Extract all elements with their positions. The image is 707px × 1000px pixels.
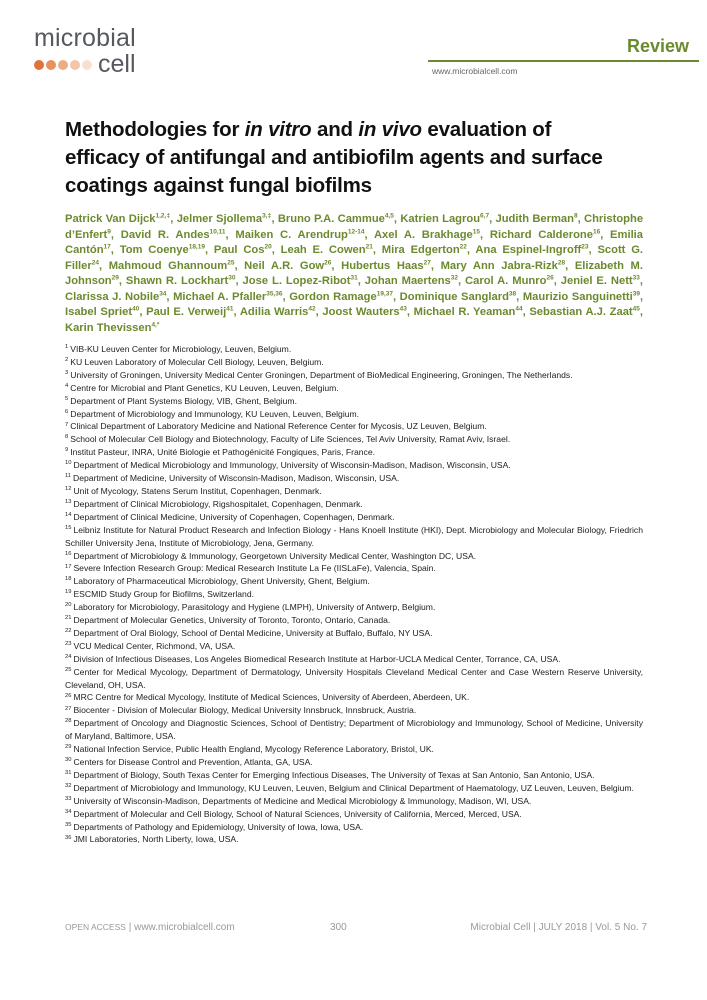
author-superscript: 23 [581, 243, 589, 251]
affiliation-item: $^{34}$ Department of Molecular and Cell Biology, School of Natural Sciences, University of California, Merced, Merced, USA. [65, 808, 522, 819]
affiliation-item: $^{25}$ Center for Medical Mycology, Department of Dermatology, University Hospitals Cleveland Medical Center and Case Western Reserve University, Cleveland, OH, USA. [65, 666, 643, 690]
affiliation-item: $^{23}$ VCU Medical Center, Richmond, VA, USA. [65, 640, 236, 651]
author-superscript: 16 [592, 227, 601, 235]
author-superscript: 10,11 [209, 227, 226, 235]
affiliation-item: $^{24}$ Division of Infectious Diseases, Los Angeles Biomedical Research Institute at Harbor-UCLA Medical Center, Torrance, CA, USA. [65, 653, 561, 664]
affiliation-list [65, 343, 643, 846]
affiliation-item: $^{16}$ Department of Microbiology & Immunology, Georgetown University Medical Center, Washington DC, USA. [65, 550, 477, 561]
affiliation-item: $^{12}$ Unit of Mycology, Statens Serum Institut, Copenhagen, Denmark. [65, 485, 322, 496]
affiliation-item: $^{21}$ Department of Molecular Genetics, University of Toronto, Toronto, Ontario, Canada. [65, 615, 391, 626]
author-name: Paul E. Verweij$^{41}$ [146, 305, 234, 318]
author-name: Dominique Sanglard$^{38}$ [399, 289, 517, 303]
logo-wordmark-top: microbial [34, 24, 136, 52]
author-superscript: 17 [103, 243, 111, 251]
author-name: Katrien Lagrou$^{6,7}$ [400, 212, 490, 225]
affiliation-item: $^{22}$ Department of Oral Biology, School of Dental Medicine, University at Buffalo, Buffalo, NY USA. [65, 627, 433, 638]
author-superscript: 25 [227, 258, 235, 266]
author-superscript: 41 [226, 305, 234, 313]
author-name: Elizabeth M. Johnson$^{29}$ [65, 259, 643, 287]
author-superscript: 15 [472, 227, 481, 235]
affiliation-item: $^{18}$ Laboratory of Pharmaceutical Microbiology, Ghent University, Ghent, Belgium. [65, 576, 370, 587]
author-name: Joost Wauters$^{43}$ [322, 305, 407, 318]
author-name: Scott G. Filler$^{24}$ [65, 244, 644, 272]
affiliation-item: $^2$ KU Leuven Laboratory of Molecular Cell Biology, Leuven, Belgium. [65, 356, 324, 367]
logo-dot [34, 60, 44, 70]
author-superscript: 1,2,‡ [155, 212, 171, 220]
affiliation-item: $^5$ Department of Plant Systems Biology, VIB, Ghent, Belgium. [65, 395, 297, 406]
author-name: Judith Berman$^8$ [495, 212, 578, 225]
author-superscript: 12-14 [347, 227, 365, 235]
author-superscript: 21 [365, 243, 373, 251]
affiliation-item: $^{35}$ Departments of Pathology and Epidemiology, University of Iowa, Iowa, USA. [65, 821, 364, 832]
author-superscript: 44 [515, 305, 523, 313]
author-name: Gordon Ramage$^{19,37}$ [289, 289, 393, 303]
author-name: Mira Edgerton$^{22}$ [381, 243, 467, 256]
author-superscript: 39 [632, 289, 640, 297]
author-superscript: 20 [264, 243, 272, 251]
author-name: Paul Cos$^{20}$ [213, 243, 272, 256]
affiliation-item: $^{28}$ Department of Oncology and Diagnostic Sciences, School of Dentistry; Department of Microbiology and Immunology, School of Medicine, University of Maryland, Baltimore, USA. [65, 718, 643, 742]
author-superscript: 22 [459, 243, 467, 251]
affiliation-item: $^{17}$ Severe Infection Research Group: Medical Research Institute La Fe (IISLaFe), Valencia, Spain. [65, 563, 436, 574]
affiliation-item: $^{10}$ Department of Medical Microbiology and Immunology, University of Wisconsin-Madison, Madison, Wisconsin, USA. [65, 460, 511, 471]
author-name: Adilia Warris$^{42}$ [239, 305, 316, 318]
affiliation-item: $^9$ Institut Pasteur, INRA, Unité Biologie et Pathogénicité Fongiques, Paris, France. [65, 447, 375, 458]
author-name: Clarissa J. Nobile$^{34}$ [65, 289, 167, 303]
affiliation-item: $^7$ Clinical Department of Laboratory Medicine and National Reference Center for Mycosis, UZ Leuven, Belgium. [65, 421, 487, 432]
author-name: Jose L. Lopez-Ribot$^{31}$ [242, 274, 358, 287]
affiliation-item: $^{26}$ MRC Centre for Medical Mycology, Institute of Medical Sciences, University of Aberdeen, Aberdeen, UK. [65, 692, 470, 703]
logo-dot [58, 60, 68, 70]
journal-logo [34, 26, 136, 77]
author-name: Emilia Cantón$^{17}$ [65, 228, 644, 256]
author-name: Axel A. Brakhage$^{15}$ [373, 227, 481, 241]
logo-wordmark-bottom: cell [98, 50, 136, 78]
affiliation-item: $^{36}$ JMI Laboratories, North Liberty, Iowa, USA. [65, 834, 239, 845]
author-superscript: 45 [632, 305, 640, 313]
section-label: Review [626, 36, 689, 56]
author-superscript: 30 [228, 274, 236, 282]
author-superscript: 18,19 [188, 243, 205, 251]
author-name: Richard Calderone$^{16}$ [489, 227, 601, 241]
affiliation-item: $^{29}$ National Infection Service, Public Health England, Mycology Reference Laboratory, Bristol, UK. [65, 744, 434, 755]
author-superscript: 4,5 [384, 212, 394, 220]
author-name: Neil A.R. Gow$^{26}$ [244, 258, 332, 272]
logo-dots [34, 60, 94, 70]
author-name: Hubertus Haas$^{27}$ [341, 258, 431, 272]
author-superscript: 34 [159, 289, 167, 297]
affiliation-item: $^{27}$ Biocenter - Division of Molecular Biology, Medical University Innsbruck, Innsbruck, Austria. [65, 705, 417, 716]
author-name: Michael A. Pfaller$^{35,36}$ [173, 289, 283, 303]
author-name: Leah E. Cowen$^{21}$ [280, 243, 373, 256]
author-name: Tom Coenye$^{18,19}$ [119, 243, 205, 256]
author-name: Karin Thevissen$^{4,*}$ [65, 320, 160, 334]
author-superscript: 33 [632, 274, 640, 282]
header-rule [428, 60, 699, 62]
affiliation-item: $^3$ University of Groningen, University Medical Center Groningen, Department of BioMedical Engineering, Groningen, The Netherlands. [65, 369, 573, 380]
affiliation-item: $^{15}$ Leibniz Institute for Natural Product Research and Infection Biology - Hans Knoell Institute (HKI), Dept. Microbiology and Molecular Biology, Friedrich Schiller University Jena, Institute of Microbiology, Jena, Germany. [65, 524, 643, 548]
author-superscript: 35,36 [266, 289, 283, 297]
author-superscript: 43 [399, 305, 407, 313]
affiliation-item: $^1$ VIB-KU Leuven Center for Microbiology, Leuven, Belgium. [65, 344, 292, 354]
author-name: Shawn R. Lockhart$^{30}$ [125, 274, 236, 287]
affiliation-item: $^{14}$ Department of Clinical Medicine, University of Copenhagen, Copenhagen, Denmark. [65, 511, 395, 522]
author-name: Ana Espinel-Ingroff$^{23}$ [475, 243, 589, 256]
author-superscript: 24 [91, 258, 99, 266]
author-list: Patrick Van Dijck$^{1,2,\ddagger}$, Jelmer Sjollema$^{3,\ddagger}$, Bruno P.A. Cammue$^{4,5}$, Katrien Lagrou$^{6,7}$, Judith Berman$^8$, Christophe d’Enfert$^9$, David R. Andes$^{10,11}$, Maiken C. Arendrup$^{12-14}$, Axel A. Brakhage$^{15}$, Richard Calderone$^{16}$, Emilia Cantón$^{17}$, Tom Coenye$^{18,19}$, Paul Cos$^{20}$, Leah E. Cowen$^{21}$, Mira Edgerton$^{22}$, Ana Espinel-Ingroff$^{23}$, Scott G. Filler$^{24}$, Mahmoud Ghannoum$^{25}$, Neil A.R. Gow$^{26}$, Hubertus Haas$^{27}$, Mary Ann Jabra-Rizk$^{28}$, Elizabeth M. Johnson$^{29}$, Shawn R. Lockhart$^{30}$, Jose L. Lopez-Ribot$^{31}$, Johan Maertens$^{32}$, Carol A. Munro$^{26}$, Jeniel E. Nett$^{33}$, Clarissa J. Nobile$^{34}$, Michael A. Pfaller$^{35,36}$, Gordon Ramage$^{19,37}$, Dominique Sanglard$^{38}$, Maurizio Sanguinetti$^{39}$, Isabel Spriet$^{40}$, Paul E. Verweij$^{41}$, Adilia Warris$^{42}$, Joost Wauters$^{43}$, Michael R. Yeaman$^{44}$, Sebastian A.J. Zaat$^{45}$, Karin Thevissen$^{4,*}$ [65, 212, 644, 334]
affiliation-item: $^{20}$ Laboratory for Microbiology, Parasitology and Hygiene (LMPH), University of Antwerp, Belgium. [65, 602, 436, 613]
author-superscript: 26 [546, 274, 554, 282]
author-superscript: 32 [450, 274, 458, 282]
article-title: Methodologies for in vitro and in vivo evaluation of efficacy of antifungal and antibiofilm agents and surface coatings against fungal biofilms [65, 118, 603, 197]
author-name: Patrick Van Dijck$^{1,2,\ddagger}$ [65, 212, 171, 225]
footer-website[interactable]: www.microbialcell.com [134, 922, 235, 933]
author-name: Maiken C. Arendrup$^{12-14}$ [235, 227, 365, 241]
journal-website[interactable]: www.microbialcell.com [432, 66, 518, 76]
author-name: Jelmer Sjollema$^{3,\ddagger}$ [176, 212, 272, 225]
affiliation-item: $^{33}$ University of Wisconsin-Madison, Departments of Medicine and Medical Microbiology & Immunology, Madison, WI, USA. [65, 795, 532, 806]
author-superscript: 3,‡ [262, 212, 272, 220]
author-superscript: 38 [508, 289, 517, 297]
affiliation-item: $^4$ Centre for Microbial and Plant Genetics, KU Leuven, Leuven, Belgium. [65, 382, 339, 393]
author-name: Johan Maertens$^{32}$ [364, 274, 458, 287]
author-superscript: 28 [557, 258, 566, 266]
author-superscript: 9 [107, 227, 111, 235]
author-name: Bruno P.A. Cammue$^{4,5}$ [277, 212, 394, 225]
author-superscript: 26 [324, 258, 332, 266]
affiliation-item: $^{11}$ Department of Medicine, University of Wisconsin-Madison, Madison, Wisconsin, USA. [65, 473, 400, 484]
author-name: Christophe d’Enfert$^9$ [65, 213, 644, 241]
author-name: David R. Andes$^{10,11}$ [120, 227, 226, 241]
affiliation-item: $^{30}$ Centers for Disease Control and Prevention, Atlanta, GA, USA. [65, 757, 313, 767]
author-name: Sebastian A.J. Zaat$^{45}$ [529, 305, 640, 318]
journal-citation: Microbial Cell | JULY 2018 | Vol. 5 No. 7 [470, 922, 647, 933]
page-number: 300 [330, 922, 347, 933]
author-superscript: 4,* [151, 320, 160, 328]
affiliation-item: $^{32}$ Department of Microbiology and Immunology, KU Leuven, Leuven, Belgium and Clinical Department of Haematology, UZ Leuven, Leuven, Belgium. [65, 782, 634, 793]
affiliation-item: $^{19}$ ESCMID Study Group for Biofilms, Switzerland. [65, 589, 254, 600]
author-superscript: 6,7 [480, 212, 490, 220]
author-name: Jeniel E. Nett$^{33}$ [560, 274, 640, 287]
author-name: Carol A. Munro$^{26}$ [465, 274, 554, 287]
author-superscript: 40 [132, 305, 140, 313]
logo-dot [70, 60, 80, 70]
author-name: Michael R. Yeaman$^{44}$ [413, 305, 523, 318]
affiliation-item: $^8$ School of Molecular Cell Biology and Biotechnology, Faculty of Life Sciences, Tel Aviv University, Ramat Aviv, Israel. [65, 434, 511, 445]
author-superscript: 31 [350, 274, 358, 282]
author-superscript: 42 [308, 305, 316, 313]
author-superscript: 27 [423, 258, 431, 266]
author-superscript: 19,37 [376, 289, 393, 297]
logo-dot [82, 60, 92, 70]
affiliation-item: $^{13}$ Department of Clinical Microbiology, Rigshospitalet, Copenhagen, Denmark. [65, 498, 363, 509]
author-name: Maurizio Sanguinetti$^{39}$ [522, 289, 640, 303]
footer-left: OPEN ACCESS | www.microbialcell.com [65, 922, 235, 933]
author-superscript: 29 [111, 274, 119, 282]
author-name: Mary Ann Jabra-Rizk$^{28}$ [440, 258, 566, 272]
author-name: Isabel Spriet$^{40}$ [65, 305, 140, 318]
affiliation-item: $^{31}$ Department of Biology, South Texas Center for Emerging Infectious Diseases, The University of Texas at San Antonio, San Antonio, USA. [65, 769, 595, 780]
author-name: Mahmoud Ghannoum$^{25}$ [108, 258, 235, 272]
affiliation-item: $^6$ Department of Microbiology and Immunology, KU Leuven, Leuven, Belgium. [65, 408, 360, 419]
author-superscript: 8 [573, 212, 578, 220]
open-access-label: OPEN ACCESS [65, 922, 126, 932]
logo-dot [46, 60, 56, 70]
